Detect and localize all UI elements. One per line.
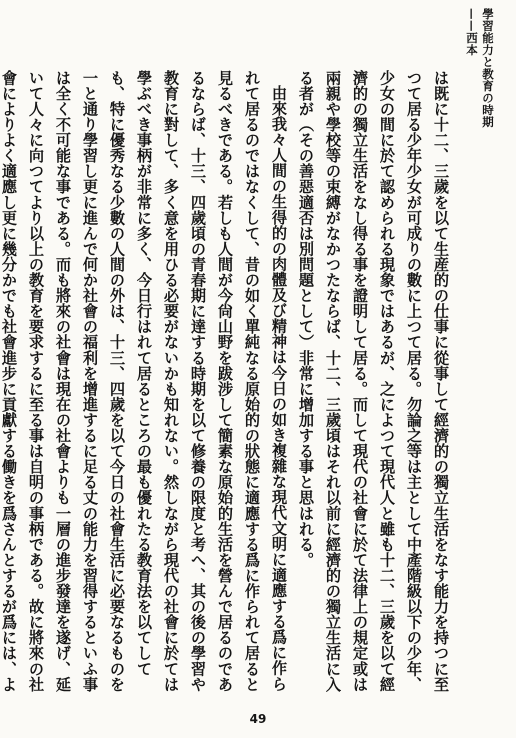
running-head-title: 學習能力と教育の時期——西本 (465, 8, 495, 128)
paragraph-1: は既に十二、三歲を以て生産的の仕事に從事して經濟的の獨立生活をなす能力を持つに至つて居る少年少女が可成りの數に上つて居る。勿論之等は主として中產階級以下の少年、少女の間に於て認められる現象ではあるが、之によつて現代人と雖も十二、三歲を以て經濟的の獨立生活をなし得る事を證明して居る。而して現代の社會に於て法律上の規定或は兩親や學校等の束縛がなかつたならば、十二、三歲頃はそれ以前に經濟的の獨立生活に入る者が（その善惡適否は別問題として）非常に增加する事と思はれる。 (297, 70, 450, 692)
body-text (0, 70, 454, 695)
page-number: 49 (249, 712, 267, 726)
paragraph-2: 由來我々人間の生得的の肉體及び精神は今日の如き複雜な現代文明に適應する爲に作られて居るのではなくして、昔の如く單純なる原始的の狀態に適應する爲に作られて居ると見るべきである。若しも人間が今尙山野を跋涉して簡素な原始的生活を營んで居るのであるならば、十三、四歲頃の青春期に達する時期を以て修養の限度と考へ、其の後の學習や教育に對して、多く意を用ひる必要がないかも知れない。然しながら現代の社會に於ては學ぶべき事柄が非常に多く、今日行はれて居るところの最も優れたる教育法を以てしても、特に優秀なる少數の人間の外は、十三、四歲を以て今日の社會生活に必要なるものを一と通り學習し更に進んで何か社會の福利を增進するに足る丈の能力を習得するといふ事は全く不可能な事である。而も將來の社會は現在の社會よりも一層の進步發達を遂げ、延いて人々に向つてより以上の教育を要求するに至る事は自明の事柄である。故に將來の社會によりよく適應し更に幾分かでも社會進步に貢獻する働きを爲さんとするが爲には、よ (0, 70, 288, 692)
